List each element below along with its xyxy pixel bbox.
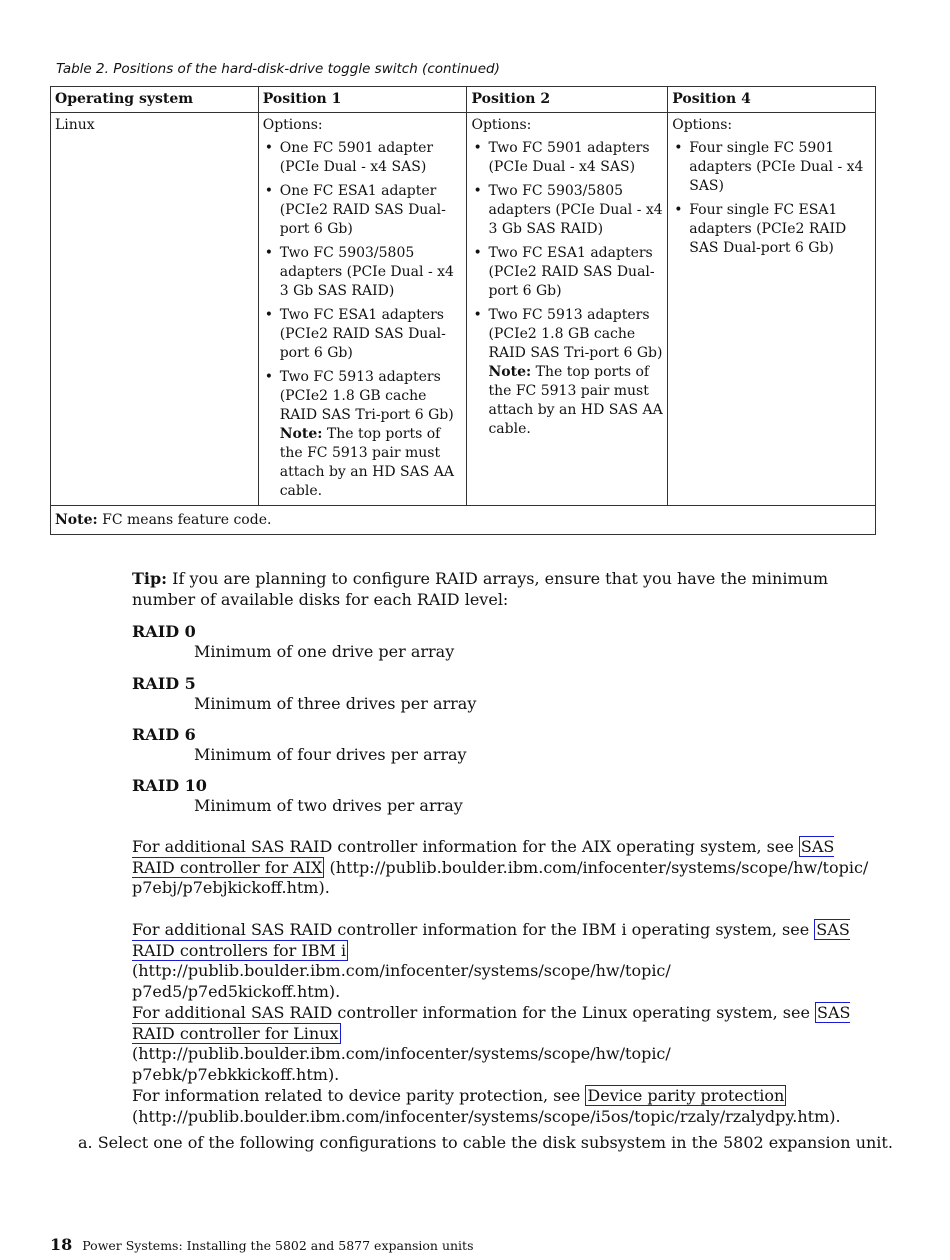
- position-1-cell: [258, 113, 467, 506]
- note-text: The top ports of the FC 5913 pair must attach by an HD SAS AA cable.: [488, 364, 663, 437]
- header-position-2: Position 2: [467, 87, 668, 113]
- link-text: SAS RAID: [132, 1003, 851, 1043]
- link-text: controller for Linux: [179, 1023, 339, 1043]
- header-operating-system: Operating system: [51, 87, 259, 113]
- note-text: FC means feature code.: [97, 512, 272, 528]
- position-4-list: [672, 139, 871, 258]
- paragraph-text: For additional SAS RAID controller information for the IBM i operating system, see: [132, 920, 815, 939]
- raid-level-label: RAID 6: [132, 725, 196, 744]
- table-caption: Table 2. Positions of the hard-disk-drive toggle switch (continued): [56, 61, 500, 77]
- list-item: [471, 306, 663, 439]
- list-item: • One FC ESA1 adapter (PCIe2 RAID SAS Dual-port 6 Gb): [263, 182, 463, 239]
- ibmi-info-paragraph: [132, 920, 877, 1002]
- position-2-cell: [467, 113, 668, 506]
- footer-title: Power Systems: Installing the 5802 and 5877 expansion units: [82, 1238, 474, 1253]
- parity-info-paragraph: [132, 1086, 877, 1127]
- tip-paragraph: [132, 569, 877, 610]
- list-item: [263, 368, 463, 501]
- paragraph-text: For additional SAS RAID controller information for the AIX operating system, see: [132, 837, 799, 856]
- raid-level-desc: Minimum of four drives per array: [194, 745, 467, 764]
- os-cell: Linux: [51, 113, 259, 506]
- list-item: • Two FC 5903/5805 adapters (PCIe Dual - x4 3 Gb SAS RAID): [471, 182, 663, 239]
- list-item: • Four single FC ESA1 adapters (PCIe2 RAID SAS Dual-port 6 Gb): [672, 201, 871, 258]
- raid-level-desc: Minimum of two drives per array: [194, 796, 463, 815]
- paragraph-text: For information related to device parity protection, see: [132, 1086, 586, 1105]
- header-position-4: Position 4: [668, 87, 876, 113]
- raid-level-desc: Minimum of one drive per array: [194, 642, 455, 661]
- raid-level-desc: Minimum of three drives per array: [194, 694, 477, 713]
- list-item-text: Two FC 5913 adapters (PCIe2 1.8 GB cache RAID SAS Tri-port 6 Gb): [488, 307, 663, 361]
- note-label: Note:: [55, 512, 98, 528]
- list-item: • Two FC 5901 adapters (PCIe Dual - x4 SAS): [471, 139, 663, 177]
- table-note-row: [51, 506, 876, 535]
- position-4-cell: [668, 113, 876, 506]
- raid-level-label: RAID 10: [132, 776, 207, 795]
- position-2-list: [471, 139, 663, 439]
- paragraph-text: For additional SAS RAID controller information for the Linux operating system, see: [132, 1003, 815, 1022]
- device-parity-link[interactable]: Device parity protection: [587, 1086, 785, 1105]
- link-text: controller for AIX: [179, 857, 323, 877]
- paragraph-text: (http://publib.boulder.ibm.com/infocenter/systems/scope/hw/topic/ p7ebk/p7ebkkickoff.htm).: [132, 1044, 671, 1084]
- tip-text: If you are planning to configure RAID arrays, ensure that you have the minimum number of available disks for each RAID level:: [132, 569, 829, 609]
- options-label: Options:: [471, 117, 532, 133]
- list-item-text: Two FC 5913 adapters (PCIe2 1.8 GB cache RAID SAS Tri-port 6 Gb): [279, 369, 454, 423]
- list-item: • Two FC 5903/5805 adapters (PCIe Dual - x4 3 Gb SAS RAID): [263, 244, 463, 301]
- paragraph-text: (http://publib.boulder.ibm.com/infocenter/systems/scope/hw/topic/ p7ebj/p7ebjkickoff.htm).: [132, 857, 869, 897]
- raid-level-label: RAID 5: [132, 674, 196, 693]
- hdd-switch-table: [50, 86, 876, 535]
- page-footer: [50, 1235, 474, 1254]
- options-label: Options:: [262, 117, 323, 133]
- table-header-row: [51, 87, 876, 113]
- list-item: • One FC 5901 adapter (PCIe Dual - x4 SAS): [263, 139, 463, 177]
- position-1-list: [263, 139, 463, 501]
- table-note-cell: [51, 506, 876, 535]
- note-text: The top ports of the FC 5913 pair must attach by an HD SAS AA cable.: [279, 426, 454, 499]
- list-item: • Two FC ESA1 adapters (PCIe2 RAID SAS Dual-port 6 Gb): [471, 244, 663, 301]
- paragraph-text: (http://publib.boulder.ibm.com/infocenter/systems/scope/hw/topic/ p7ed5/p7ed5kickoff.htm).: [132, 961, 671, 1001]
- options-label: Options:: [672, 117, 733, 133]
- table-row: [51, 113, 876, 506]
- note-label: Note:: [488, 364, 532, 380]
- page-number: 18: [50, 1235, 73, 1254]
- link-text: controllers for IBM i: [179, 940, 347, 960]
- linux-info-paragraph: [132, 1003, 877, 1085]
- step-a: a. Select one of the following configurations to cable the disk subsystem in the 5802 expansion unit.: [78, 1133, 893, 1152]
- raid-level-label: RAID 0: [132, 622, 196, 641]
- list-item: • Two FC ESA1 adapters (PCIe2 RAID SAS Dual-port 6 Gb): [263, 306, 463, 363]
- list-item: • Four single FC 5901 adapters (PCIe Dual - x4 SAS): [672, 139, 871, 196]
- note-label: Note:: [279, 426, 323, 442]
- paragraph-text: (http://publib.boulder.ibm.com/infocenter/systems/scope/i5os/topic/rzaly/rzalydpy.htm).: [132, 1106, 841, 1126]
- link-text: SAS RAID: [132, 920, 850, 960]
- header-position-1: Position 1: [258, 87, 467, 113]
- aix-info-paragraph: [132, 837, 877, 899]
- link-text: SAS RAID: [132, 837, 835, 877]
- tip-label: Tip:: [132, 569, 168, 588]
